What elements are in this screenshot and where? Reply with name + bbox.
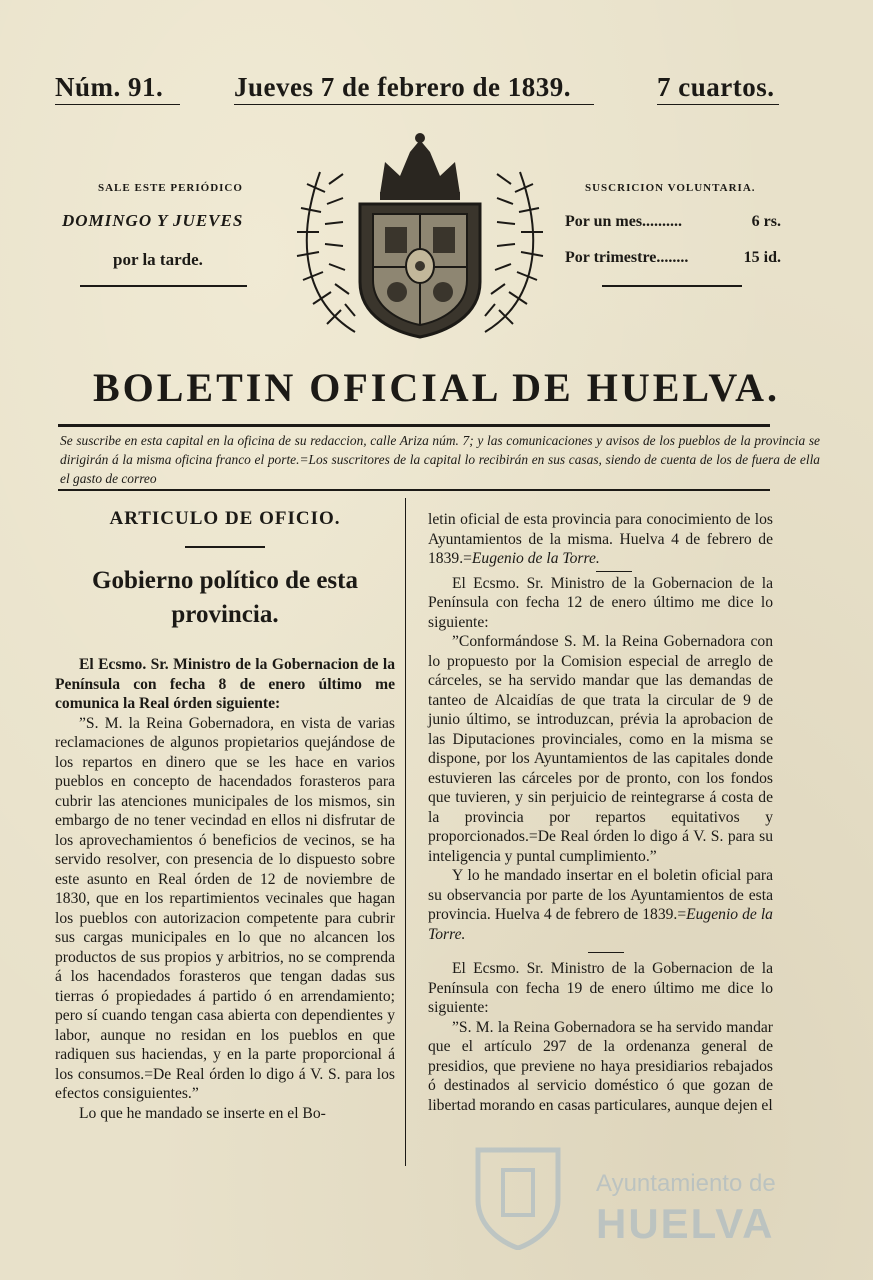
publication-days: DOMINGO Y JUEVES — [62, 211, 244, 230]
publication-time: por la tarde. — [113, 250, 203, 269]
subscription-quarterly — [565, 249, 781, 267]
notice-rule — [58, 489, 770, 491]
section-title: Gobierno político de esta provincia. — [92, 567, 358, 628]
right-paragraph-4 — [428, 866, 773, 944]
right-block-rule — [602, 285, 742, 287]
title-rule — [58, 424, 770, 427]
issue-number: Núm. 91. — [55, 72, 164, 102]
left-block-rule — [80, 285, 247, 287]
left-paragraph-2: ”S. M. la Reina Gobernadora, en vista de varias reclamaciones de algunos propietarios quejándose de los repartos en dinero que se les hace en varios pueblos en concepto de hacendados forasteros para cubrir las atenciones municipales de los mismos, sin embargo de no tener vecindad en ellos ni disfrutar de los aprovechamientos ó beneficios de vecinos, se ha servido resolver, con presencia de lo dispuesto sobre este asunto en Real órden de 12 de noviembre de 1830, que en los repartimientos vecinales que hagan los pueblos con autorizacion competente para cubrir sus cargas municipales en lo que no alcancen los productos de sus propios y arbitrios, no se comprenda á los hacendados forasteros que tengan dadas sus tierras ó propiedades á partido ó en arrendamiento; pero sí cuando tengan casa abierta con dependientes y labor, aunque no residan en los pueblos en que radiquen sus haciendas, y en la parte proporcional á los consumos.=De Real órden lo digo á V. S. para los efectos consiguientes.” — [55, 714, 395, 1102]
subscription-quarterly-value: 15 id. — [743, 249, 781, 266]
subscription-monthly — [565, 213, 781, 231]
right-paragraph-6: ”S. M. la Reina Gobernadora se ha servido mandar que el artículo 297 de la ordenanza general de presidios, que previene no haya presidiarios rebajados ó destinados al servicio doméstico ó que gozan de libertad morando en casas particulares, aunque dejen el — [428, 1018, 773, 1114]
heading-rule — [185, 546, 265, 548]
subscription-monthly-value: 6 rs. — [751, 213, 781, 230]
right-paragraph-1-text: letin oficial de esta provincia para conocimiento de los Ayuntamientos de la misma. Huelva 4 de febrero de 1839.= — [428, 511, 773, 567]
right-column-body — [428, 510, 773, 1115]
section-heading: ARTICULO DE OFICIO. — [109, 508, 341, 529]
right-paragraph-1-signature: Eugenio de la Torre. — [471, 550, 600, 567]
subscription-quarterly-label: Por trimestre........ — [565, 249, 689, 266]
left-column-body — [55, 655, 395, 1123]
left-paragraph-3: Lo que he mandado se inserte en el Bo- — [79, 1104, 326, 1122]
right-paragraph-4-signature: Eugenio de la Torre. — [428, 906, 773, 943]
watermark-seal-icon — [468, 1140, 568, 1250]
subscription-notice: Se suscribe en esta capital en la oficina de su redaccion, calle Ariza núm. 7; y las comunicaciones y avisos de los pueblos de la provincia se dirigirán á la misma oficina franco el porte.=Los suscritores de la capital lo recibirán en sus casas, siendo de cuenta de los de fuera de ella el gasto de correo — [60, 433, 820, 486]
right-paragraph-2: El Ecsmo. Sr. Ministro de la Gobernacion de la Península con fecha 12 de enero último me dice lo siguiente: — [428, 574, 773, 631]
separator-2 — [588, 952, 624, 953]
watermark-line-2: HUELVA — [596, 1200, 775, 1247]
right-paragraph-4-text: Y lo he mandado insertar en el boletin oficial para su observancia por parte de los Ayuntamientos de esta provincia. Huelva 4 de febrero de 1839.= — [428, 867, 773, 923]
issue-date: Jueves 7 de febrero de 1839. — [234, 72, 571, 102]
masthead-rule-left — [55, 104, 180, 105]
issue-price: 7 cuartos. — [657, 72, 775, 102]
separator-1 — [596, 571, 632, 572]
subscription-caption: SUSCRICION VOLUNTARIA. — [585, 182, 756, 194]
right-paragraph-1 — [428, 510, 773, 569]
column-divider — [405, 498, 406, 1166]
right-paragraph-3: ”Conformándose S. M. la Reina Gobernadora con lo propuesto por la Comision especial de arreglo de cárceles, se ha servido mandar que las demandas de tanteo de Alcaidías de que trata la circular de 9 de junio último, se introduzcan, prévia la aprobacion de las Diputaciones provinciales, como en la misma se dispone, por los Ayuntamientos de las capitales donde estuvieren las cárceles por de pronto, con los fondos que tuvieren, y sin perjuicio de reintegrarse á costa de la provincia por repartos equitativos y proporcionados.=De Real órden lo digo á V. S. para su inteligencia y puntal cumplimiento.” — [428, 633, 773, 865]
masthead-rule-right — [657, 104, 779, 105]
masthead-rule-center — [234, 104, 594, 105]
right-paragraph-5: El Ecsmo. Sr. Ministro de la Gobernacion de la Península con fecha 19 de enero último me dice lo siguiente: — [428, 960, 773, 1016]
coat-of-arms-emblem — [285, 132, 555, 346]
newspaper-title: BOLETIN OFICIAL DE HUELVA. — [92, 365, 781, 410]
watermark-line-1: Ayuntamiento de — [596, 1170, 776, 1197]
archive-watermark — [468, 1130, 808, 1270]
left-paragraph-1: El Ecsmo. Sr. Ministro de la Gobernacion de la Península con fecha 8 de enero último me comunica la Real órden siguiente: — [55, 656, 395, 712]
publication-caption: SALE ESTE PERIÓDICO — [98, 182, 243, 194]
subscription-monthly-label: Por un mes.......... — [565, 213, 683, 230]
